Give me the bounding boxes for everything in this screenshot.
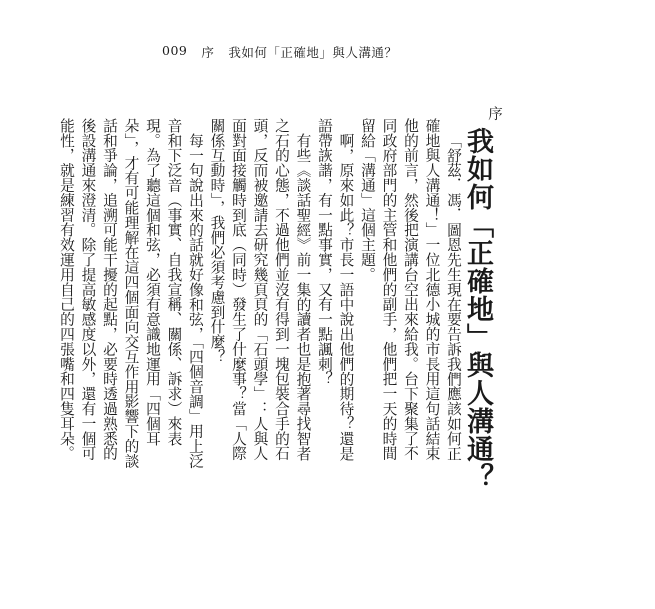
- chapter-title: 我如何「正確地」與人溝通？: [462, 127, 493, 491]
- running-title: 我如何「正確地」與人溝通？: [228, 45, 398, 60]
- paragraph: 啊，原來如此？市長一語中說出他們的期待？還是語帶詼諧，有一點事實，又有一點諷刺？: [316, 118, 355, 461]
- paragraph: 「舒茲．馮．圖恩先生現在要告訴我們應該如何正確地與人溝通！」一位北德小城的市長用這句話結束他的前言，然後把演講台空出來給我。台下聚集了不同政府部門的主管和他們的副手，他們把一天的時間留給「溝通」這個主題。: [359, 118, 462, 461]
- chapter-label: 序: [486, 106, 502, 121]
- paragraph: 有些《談話聖經》前一集的讀者也是抱著尋找智者之石的心態，不過他們並沒有得到一塊包裝合手的石頭，反而被邀請去研究幾頁頁的「石頭學」：人與人面對面接觸時到底（同時）發生了什麼事？當「人際關係互動時」，我們必須考慮到什麼？: [208, 118, 312, 461]
- running-header: [162, 43, 397, 61]
- page-number: 009: [162, 43, 188, 58]
- body-text: [58, 118, 464, 472]
- section-label: 序: [201, 45, 215, 60]
- paragraph: 每一句說出來的話就好像和弦，「四個音調」用上泛音和下泛音（事實、自我宣稱、關係、訴求）來表現。為了聽這個和弦，必須有意識地運用「四個耳朵」，才有可能理解在這四個面向交互作用影響下的談話和爭論，追溯可能干擾的起點，必要時透過熟悉的後設溝通來澄清。除了提高敏感度以外，還有一個可能性，就是練習有效運用自己的四張嘴和四隻耳朵。: [58, 118, 204, 469]
